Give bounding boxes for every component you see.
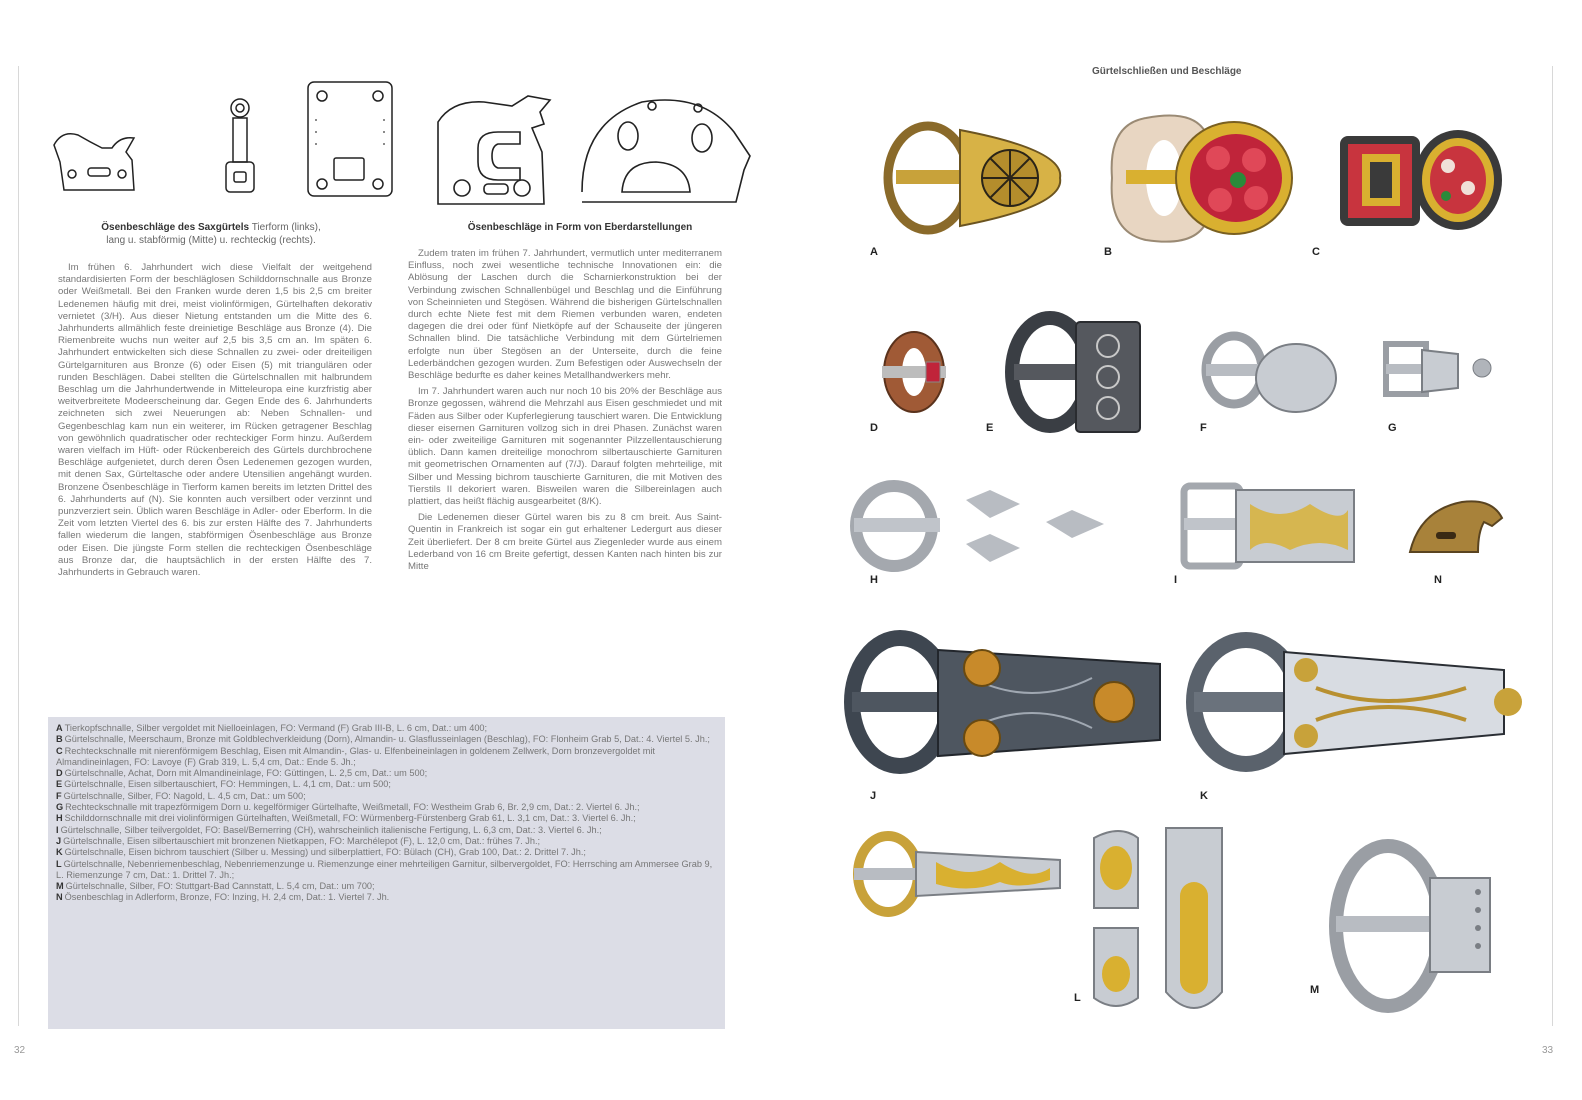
plate-label-c: C: [1312, 246, 1320, 258]
legend-entry: [56, 791, 717, 802]
buckle-b-illustration: [1108, 108, 1298, 248]
legend-entry-key: D: [56, 768, 63, 779]
legend-entry-text: Gürtelschnalle, Silber, FO: Nagold, L. 4,5 cm, Dat.: um 500;: [63, 790, 306, 801]
body-text-column-2: [408, 248, 722, 700]
buckle-f-illustration: [1200, 330, 1340, 420]
paragraph: Im frühen 6. Jahrhundert wich diese Vielfalt der weitgehend standardisierten Form der beschläglosen Schilddornschnalle aus Bronze oder Weißmetall. Bei den Franken wurde deren 1,5 bis 2,5 cm breiter Ledenemen häufig mit drei, meist violinförmigen, Gürtelhaften dekorativ vernietet (3/H). Aus dieser Nietung entstanden um die Mitte des 6. Jahrhunderts allmählich feste dreinietige Beschläge aus Bronze (4). Die Riemenbreite wuchs nun weiter auf 2,5 bis 3,5 cm an. Im späten 6. Jahrhundert entwickelten sich diese Schnallen zu zwei- oder dreiteiligen Gürtelgarnituren aus Bronze (6) oder Eisen (5) mit triangulären oder runden Beschlägen. Dabei stellten die Gürtelschnallen mit halbrundem Beschlag um die Jahrhundertwende in Mitteleuropa eine kurzfristig aber weitverbreitete Modeerscheinung dar. Gegen Ende des 6. Jahrhunderts zeichneten sich zwei Neuerungen ab: Neben Schnallen- und Gegenbeschlag kam nun ein weiterer, im Rücken getragener Beschlag von gewöhnlich quadratischer oder rechteckiger Form hinzu. Außerdem waren vielfach im Hüft- oder Rückenbereich des Gürtels durchbrochene Beschläge aufgenietet, durch deren Ösen Ledenemen gezogen wurden, mit denen Sax, Gürteltasche oder andere Utensilien angehängt wurden. Bronzene Ösenbeschläge in Tierform kamen bereits im letzten Drittel des 6. Jahrhunderts auf (N). Sie konnten auch versilbert oder verzinnt und punzverziert sein. Üblich waren Beschläge in Adler- oder Eberform. In die Zeit vom letzten Viertel des 6. bis zur ersten Hälfte des 7. Jahrhunderts fallen wiederum die langen, stabförmigen Ösenbeschläge aus Bronze oder Eisen. Die jüngste Form stellen die rechteckigen Ösenbeschläge aus Bronze dar, die hauptsächlich in der ersten Hälfte des 7. Jahrhunderts in Gebrauch waren.: [58, 262, 372, 579]
buckle-d-illustration: [882, 328, 952, 418]
plate-label-g: G: [1388, 422, 1397, 434]
caption-eyelet-fittings-rest: Tierform (links),: [251, 222, 321, 233]
buckle-k-illustration: [1186, 630, 1526, 780]
left-margin-rule: [18, 66, 19, 1026]
legend-entry-key: A: [56, 723, 63, 733]
legend-entry-key: K: [56, 847, 63, 858]
legend-entry: [56, 847, 717, 858]
legend-entry: [56, 881, 717, 892]
legend-entry-text: Gürtelschnalle, Achat, Dorn mit Almandineinlage, FO: Güttingen, L. 2,5 cm, Dat.: um 500;: [64, 768, 428, 779]
buckle-m-illustration: [1326, 840, 1526, 1020]
buckle-e-illustration: [1006, 310, 1146, 434]
caption-eyelet-fittings-line2: lang u. stabförmig (Mitte) u. rechteckig (rechts).: [106, 234, 316, 246]
legend-entry-key: H: [56, 813, 63, 824]
legend-entry: [56, 802, 717, 813]
legend-entry: [56, 859, 717, 882]
buckle-c-illustration: [1336, 126, 1506, 234]
paragraph: Die Ledenemen dieser Gürtel waren bis zu 8 cm breit. Aus Saint-Quentin in Frankreich ist sogar ein gut erhaltener Ledergurt aus dieser Zeit überliefert. Der 8 cm breite Gürtel aus Ziegenleder wurde aus einem Lederband von 16 cm Breite gefertigt, dessen Kanten nach hinten bis zur Mitte: [408, 512, 722, 573]
right-page: [790, 0, 1582, 1100]
legend-entry-key: C: [56, 745, 63, 756]
page-number-right: 33: [1542, 1045, 1554, 1056]
legend-entry-text: Gürtelschnalle, Meerschaum, Bronze mit Goldblechverkleidung (Dorn), Almandin- u. Glasflusseinlagen (Beschlag), FO: Flonheim Grab 5, Dat.: 4. Viertel 5. Jh.;: [64, 734, 710, 745]
legend-entry-key: I: [56, 824, 59, 835]
legend-entry-key: J: [56, 835, 62, 846]
plate-label-l: L: [1074, 992, 1081, 1004]
plate-label-k: K: [1200, 790, 1208, 802]
plate-label-n: N: [1434, 574, 1442, 586]
legend-entry-text: Ösenbeschlag in Adlerform, Bronze, FO: Inzing, H. 2,4 cm, Dat.: 1. Viertel 7. Jh.: [64, 892, 390, 903]
buckle-g-illustration: [1382, 338, 1502, 402]
legend-entry-text: Gürtelschnalle, Nebenriemenbeschlag, Nebenriemenzunge u. Riemenzunge einer mehrteiligen Garnitur, silbervergoldet, FO: Herrsching am Ammersee Grab 9, L. Riemenzunge 7 cm, Dat.: 1. Drittel 7. Jh.;: [56, 858, 713, 880]
caption-eyelet-fittings-title: Ösenbeschläge des Saxgürtels: [101, 222, 250, 233]
legend-entry-key: M: [56, 881, 64, 892]
legend-entry-key: L: [56, 858, 62, 869]
plate-label-h: H: [870, 574, 878, 586]
legend-entry: [56, 892, 717, 903]
plate-label-b: B: [1104, 246, 1112, 258]
plate-label-e: E: [986, 422, 994, 434]
garniture-l-illustration: [850, 824, 1250, 1020]
eagle-eyelet-n-illustration: [1406, 496, 1506, 558]
plate-label-i: I: [1174, 574, 1178, 586]
legend-entry-text: Gürtelschnalle, Eisen silbertauschiert mit bronzenen Nietkappen, FO: Marchélepot (F), L. 12,0 cm, Dat.: frühes 7. Jh.;: [63, 835, 541, 846]
legend-entry-text: Rechteckschnalle mit nierenförmigem Beschlag, Eisen mit Almandin-, Glas- u. Elfenbeineinlagen in goldenem Zellwerk, Dorn bronzevergoldet mit Almandineinlagen, FO: Lavoye (F) Grab 319, L. 5,4 cm, Dat.: Ende 5. Jh.;: [56, 745, 655, 767]
running-title: Gürtelschließen und Beschläge: [1092, 66, 1242, 77]
legend-entry: [56, 768, 717, 779]
legend-entry-key: N: [56, 892, 63, 903]
legend-entry-text: Gürtelschnalle, Eisen silbertauschiert, FO: Hemmingen, L. 4,1 cm, Dat.: um 500;: [64, 779, 391, 790]
legend-entry-text: Gürtelschnalle, Silber teilvergoldet, FO: Basel/Bernerring (CH), wahrscheinlich italienische Fertigung, L. 6,3 cm, Dat.: 3. Viertel 6. Jh.;: [60, 824, 602, 835]
legend-entry: [56, 746, 717, 769]
plate-label-d: D: [870, 422, 878, 434]
legend-entry-text: Schilddornschnalle mit drei violinförmigen Gürtelhaften, Weißmetall, FO: Würmenberg-Fürstenberg Grab 61, L. 3,1 cm, Dat.: 3. Viertel 6. Jh.;: [64, 813, 636, 824]
buckle-i-illustration: [1180, 480, 1360, 570]
plate-label-f: F: [1200, 422, 1207, 434]
buckle-j-illustration: [842, 628, 1172, 778]
legend-entry-text: Rechteckschnalle mit trapezförmigem Dorn u. kegelförmiger Gürtelhafte, Weißmetall, FO: Westheim Grab 6, Br. 2,9 cm, Dat.: 2. Viertel 6. Jh.;: [65, 802, 640, 813]
legend-entry: [56, 825, 717, 836]
buckle-h-illustration: [850, 482, 1120, 572]
buckle-a-illustration: [880, 110, 1070, 240]
page-number-left: 32: [14, 1045, 26, 1056]
caption-boar-fittings: [420, 222, 740, 235]
legend-entry: [56, 813, 717, 824]
legend-entry-text: Gürtelschnalle, Eisen bichrom tauschiert (Silber u. Messing) und silberplattiert, FO: Bülach (CH), Grab 100, Dat.: 2. Drittel 7. Jh.;: [64, 847, 586, 858]
legend-entry-key: E: [56, 779, 63, 790]
eyelet-fittings-line-drawings: [50, 90, 370, 200]
body-text-column-1: [58, 262, 372, 702]
object-legend-list: [48, 717, 725, 904]
plate-label-a: A: [870, 246, 878, 258]
caption-eyelet-fittings: [56, 222, 366, 247]
legend-entry: [56, 836, 717, 847]
paragraph: Zudem traten im frühen 7. Jahrhundert, vermutlich unter mediterranem Einfluss, noch zwei wesentliche technische Innovationen ein: die Ablösung der Laschen durch die Scharnierkonstruktion bei der Verbindung zwischen Schnallenbügel und Beschlag und die Einführung von Scheinnieten und Stegösen. Während die bisherigen Gürtelschnallen durch echte Niete fest mit dem Riemen verbunden waren, endeten dagegen die drei oder fünf Nietköpfe auf der Schauseite der jüngeren Schnallen blind. Die tatsächliche Verbindung mit dem Gürtelriemen erfolgte nun über Stegösen an der Unterseite, durch die feine Lederbändchen gezogen wurden. Zum Befestigen oder Auswechseln der Beschläge bedurfte es daher keines Metallhandwerkers mehr.: [408, 248, 722, 382]
plate-label-j: J: [870, 790, 877, 802]
legend-entry: [56, 779, 717, 790]
plate-label-m: M: [1310, 984, 1320, 996]
legend-entry-text: Tierkopfschnalle, Silber vergoldet mit Nielloeinlagen, FO: Vermand (F) Grab III-B, L. 6 cm, Dat.: um 400;: [64, 723, 488, 733]
legend-entry-key: F: [56, 790, 62, 801]
caption-boar-fittings-title: Ösenbeschläge in Form von Eberdarstellungen: [467, 222, 693, 233]
legend-entry: [56, 723, 717, 734]
left-page: [14, 0, 790, 1100]
legend-entry: [56, 734, 717, 745]
paragraph: Im 7. Jahrhundert waren auch nur noch 10 bis 20% der Beschläge aus Bronze gegossen, während die Mehrzahl aus Eisen geschmiedet und mit Fäden aus Silber oder Kupferlegierung tauschiert waren. Die Entwicklung dieser eisernen Garnituren vollzog sich in drei Phasen. Zunächst waren ein- oder zweiteilige Garnituren mit sogenannter Pilzzellentauschierung üblich. Dann kamen dreiteilige monochrom silbertauschierte Garnituren mit geometrischen Ornamenten auf (7/J). Darauf folgten mehrteilige, mit Silber und Messing bichrom tauschierte Garnituren, die mit Motiven des Tierstils II dekoriert waren. Bisweilen waren die Silbereinlagen auch plattiert, das heißt flächig ausgearbeitet (8/K).: [408, 386, 722, 508]
legend-entry-key: G: [56, 802, 64, 813]
boar-eyelet-line-drawings: [432, 92, 762, 212]
legend-entry-text: Gürtelschnalle, Silber, FO: Stuttgart-Bad Cannstatt, L. 5,4 cm, Dat.: um 700;: [65, 881, 375, 892]
object-legend-box: [48, 717, 725, 1029]
legend-entry-key: B: [56, 734, 63, 745]
